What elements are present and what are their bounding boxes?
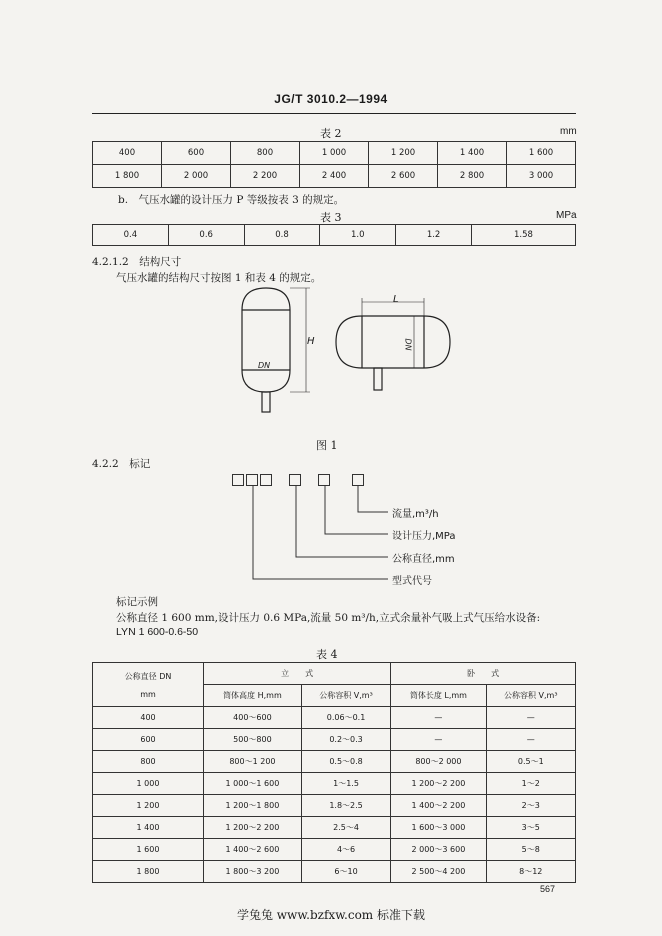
table2-cell: 3 000 xyxy=(507,165,576,188)
example-title: 标记示例 xyxy=(116,596,158,608)
table4-cell: 1～2 xyxy=(486,773,575,795)
vertical-vessel-outlet xyxy=(262,392,270,412)
table4-cell: 1 600～3 000 xyxy=(391,817,486,839)
table3-cell: 0.4 xyxy=(93,225,169,246)
table4-cell: — xyxy=(391,707,486,729)
example-text: 公称直径 1 600 mm,设计压力 0.6 MPa,流量 50 m³/h,立式余量补气吸上式气压给水设备: xyxy=(116,612,541,624)
table4-cell: 0.5～0.8 xyxy=(301,751,390,773)
table2-unit: mm xyxy=(560,126,577,137)
table4-cell: — xyxy=(486,707,575,729)
table4-header-dn xyxy=(93,663,204,707)
marking-leader-lines xyxy=(230,485,390,585)
table-row xyxy=(93,707,576,729)
page-number: 567 xyxy=(540,884,556,894)
vertical-vessel-outline xyxy=(242,288,290,392)
horizontal-vessel-outlet xyxy=(374,368,382,390)
table4 xyxy=(92,662,576,883)
table3-cell: 0.6 xyxy=(168,225,244,246)
table4-cell: 1 400～2 200 xyxy=(391,795,486,817)
table4-cell: 2.5～4 xyxy=(301,817,390,839)
figure1-label-dn: DN xyxy=(258,361,271,370)
table4-header-vh: 筒体高度 H,mm xyxy=(204,685,302,707)
watermark-footer: 学兔兔 www.bzfxw.com 标准下载 xyxy=(236,908,426,922)
horizontal-vessel-outline xyxy=(336,316,450,368)
table4-cell: 2～3 xyxy=(486,795,575,817)
table4-cell: 1 000 xyxy=(93,773,204,795)
table4-header-hl: 筒体长度 L,mm xyxy=(391,685,486,707)
table4-header-hv: 公称容积 V,m³ xyxy=(486,685,575,707)
table-row xyxy=(93,817,576,839)
table4-cell: 800～2 000 xyxy=(391,751,486,773)
marking-diameter-label: 公称直径,mm xyxy=(392,554,455,565)
table4-cell: 0.5～1 xyxy=(486,751,575,773)
table3-cell: 1.58 xyxy=(471,225,575,246)
table4-cell: 4～6 xyxy=(301,839,390,861)
table4-cell: 0.2～0.3 xyxy=(301,729,390,751)
table2-cell: 2 000 xyxy=(162,165,231,188)
table2-cell: 1 400 xyxy=(438,142,507,165)
table4-cell: 400～600 xyxy=(204,707,302,729)
table2-cell: 800 xyxy=(231,142,300,165)
table4-header-horizontal: 卧 式 xyxy=(391,663,576,685)
table4-header-dn-unit: mm xyxy=(140,689,156,699)
table2-cell: 400 xyxy=(93,142,162,165)
table3-cell: 0.8 xyxy=(244,225,320,246)
figure1-caption: 图 1 xyxy=(316,439,338,452)
table-row xyxy=(93,773,576,795)
table4-cell: 3～5 xyxy=(486,817,575,839)
figure1-drawing xyxy=(220,280,460,420)
marking-flow-label: 流量,m³/h xyxy=(392,509,439,520)
table4-cell: 400 xyxy=(93,707,204,729)
table-row xyxy=(93,795,576,817)
table4-cell: 800 xyxy=(93,751,204,773)
leader-type xyxy=(253,485,388,579)
table4-cell: 1 200～2 200 xyxy=(204,817,302,839)
table2-cell: 1 800 xyxy=(93,165,162,188)
table4-cell: 0.06～0.1 xyxy=(301,707,390,729)
leader-flow xyxy=(358,485,388,512)
table4-header-vertical: 立 式 xyxy=(204,663,391,685)
table4-cell: 1～1.5 xyxy=(301,773,390,795)
table4-cell: 1 200～2 200 xyxy=(391,773,486,795)
marking-pressure-label: 设计压力,MPa xyxy=(392,531,456,542)
table4-header-vv: 公称容积 V,m³ xyxy=(301,685,390,707)
leader-pressure xyxy=(325,485,388,534)
section-4-2-1-2-text: 气压水罐的结构尺寸按图 1 和表 4 的规定。 xyxy=(116,272,322,284)
table4-cell: 1.8～2.5 xyxy=(301,795,390,817)
marking-type-label: 型式代号 xyxy=(392,576,432,587)
table2-cell: 600 xyxy=(162,142,231,165)
table3-cell: 1.0 xyxy=(320,225,396,246)
table4-cell: 2 500～4 200 xyxy=(391,861,486,883)
table4-cell: 1 000～1 600 xyxy=(204,773,302,795)
table4-cell: 1 200 xyxy=(93,795,204,817)
table2 xyxy=(92,141,576,188)
table4-header-dn-label: 公称直径 DN xyxy=(124,671,172,681)
table4-cell: — xyxy=(391,729,486,751)
table4-cell: 1 200～1 800 xyxy=(204,795,302,817)
table2-cell: 2 600 xyxy=(369,165,438,188)
table2-cell: 2 200 xyxy=(231,165,300,188)
table4-cell: 800～1 200 xyxy=(204,751,302,773)
para-b: b. 气压水罐的设计压力 P 等级按表 3 的规定。 xyxy=(118,194,345,206)
table2-cell: 2 400 xyxy=(300,165,369,188)
table2-caption: 表 2 xyxy=(320,127,342,140)
example-code: LYN 1 600-0.6-50 xyxy=(116,626,199,638)
table2-cell: 1 200 xyxy=(369,142,438,165)
table3 xyxy=(92,224,576,246)
table4-caption: 表 4 xyxy=(316,648,338,661)
table2-cell: 1 600 xyxy=(507,142,576,165)
table2-cell: 2 800 xyxy=(438,165,507,188)
table-row xyxy=(93,729,576,751)
table4-cell: 5～8 xyxy=(486,839,575,861)
figure1-label-dn-horizontal: DN xyxy=(403,338,413,351)
table3-cell: 1.2 xyxy=(396,225,472,246)
table4-cell: 600 xyxy=(93,729,204,751)
doc-header: JG/T 3010.2—1994 xyxy=(274,92,388,106)
table4-cell: 1 800 xyxy=(93,861,204,883)
table4-cell: 8～12 xyxy=(486,861,575,883)
table-row xyxy=(93,751,576,773)
table4-cell: — xyxy=(486,729,575,751)
table3-caption: 表 3 xyxy=(320,211,342,224)
table4-cell: 6～10 xyxy=(301,861,390,883)
section-4-2-2-title: 4.2.2 标记 xyxy=(92,458,151,470)
table4-cell: 2 000～3 600 xyxy=(391,839,486,861)
table4-cell: 1 800～3 200 xyxy=(204,861,302,883)
table4-cell: 1 400～2 600 xyxy=(204,839,302,861)
table4-cell: 1 600 xyxy=(93,839,204,861)
header-rule xyxy=(92,113,576,114)
figure1-label-h: H xyxy=(307,336,315,347)
leader-diameter xyxy=(296,485,388,557)
table3-unit: MPa xyxy=(556,210,577,221)
table4-cell: 500～800 xyxy=(204,729,302,751)
table-row xyxy=(93,861,576,883)
table-row xyxy=(93,839,576,861)
table2-cell: 1 000 xyxy=(300,142,369,165)
figure1-label-l: L xyxy=(393,294,399,305)
section-4-2-1-2-title: 4.2.1.2 结构尺寸 xyxy=(92,256,182,268)
table4-cell: 1 400 xyxy=(93,817,204,839)
